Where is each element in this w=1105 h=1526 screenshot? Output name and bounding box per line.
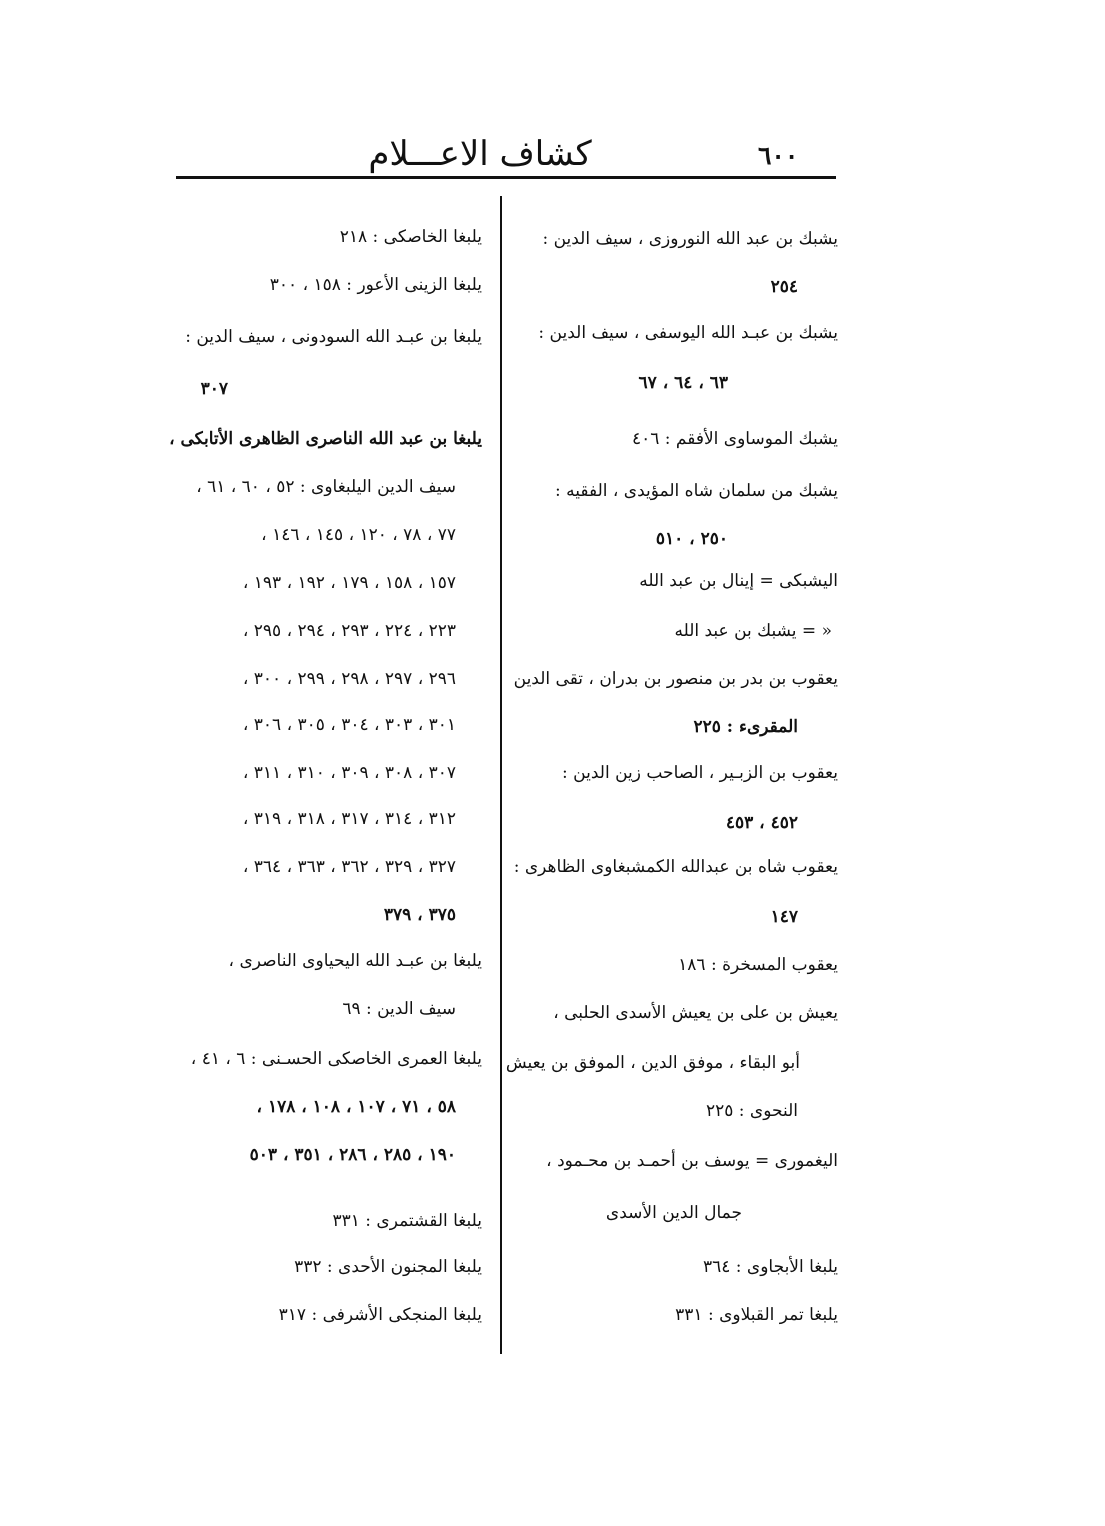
index-line: يلبغا المنجكى الأشرفى : ٣١٧ <box>278 1305 482 1325</box>
index-line: يلبغا الزينى الأعور : ١٥٨ ، ٣٠٠ <box>269 275 482 295</box>
index-line: اليغمورى = يوسف بن أحمـد بن محـمود ، <box>546 1151 838 1171</box>
index-line: يلبغا بن عبد الله الناصرى الظاهرى الأتابكى ، <box>169 429 482 449</box>
index-line: يلبغا تمر القبلاوى : ٣٣١ <box>675 1305 838 1325</box>
index-line: جمال الدين الأسدى <box>605 1203 742 1223</box>
index-line: ٣٢٧ ، ٣٢٩ ، ٣٦٢ ، ٣٦٣ ، ٣٦٤ ، <box>242 857 456 877</box>
index-line: يعقوب بن بدر بن منصور بن بدران ، تقى الدين <box>513 669 838 689</box>
index-line: ١٤٧ <box>770 907 798 927</box>
running-head: كشاف الاعـــلام <box>368 134 592 174</box>
column-divider <box>500 196 502 1354</box>
index-line: ٥٨ ، ٧١ ، ١٠٧ ، ١٠٨ ، ١٧٨ ، <box>256 1097 456 1117</box>
index-line: ٣٠٧ ، ٣٠٨ ، ٣٠٩ ، ٣١٠ ، ٣١١ ، <box>242 763 456 783</box>
index-line: يعقوب بن الزبـير ، الصاحب زين الدين : <box>562 763 838 783</box>
index-line: المقرىء : ٢٢٥ <box>693 717 798 737</box>
index-line: يلبغا الأبجاوى : ٣٦٤ <box>702 1257 838 1277</box>
index-line: سيف الدين اليلبغاوى : ٥٢ ، ٦٠ ، ٦١ ، <box>196 477 456 497</box>
index-line: أبو البقاء ، موفق الدين ، الموفق بن يعيش <box>505 1053 800 1073</box>
index-line: يلبغا بن عبـد الله السودونى ، سيف الدين : <box>185 327 482 347</box>
index-line: يلبغا بن عبـد الله اليحياوى الناصرى ، <box>228 951 482 971</box>
index-line: يعيش بن على بن يعيش الأسدى الحلبى ، <box>553 1003 838 1023</box>
index-line: يلبغا المجنون الأحدى : ٣٣٢ <box>294 1257 482 1277</box>
index-line: يلبغا الخاصكى : ٢١٨ <box>339 227 482 247</box>
index-line: ٣١٢ ، ٣١٤ ، ٣١٧ ، ٣١٨ ، ٣١٩ ، <box>242 809 456 829</box>
index-line: ٢٩٦ ، ٢٩٧ ، ٢٩٨ ، ٢٩٩ ، ٣٠٠ ، <box>242 669 456 689</box>
index-line: ٢٥٠ ، ٥١٠ <box>655 529 728 549</box>
index-line: يشبك بن عبد الله النوروزى ، سيف الدين : <box>542 229 838 249</box>
index-line: « = يشبك بن عبد الله <box>674 621 832 641</box>
header-rule <box>176 176 836 179</box>
index-line: ٣٠٧ <box>200 379 228 399</box>
index-line: يعقوب المسخرة : ١٨٦ <box>678 955 838 975</box>
index-line: ٣٧٥ ، ٣٧٩ <box>383 905 456 925</box>
index-line: ٣٠١ ، ٣٠٣ ، ٣٠٤ ، ٣٠٥ ، ٣٠٦ ، <box>242 715 456 735</box>
index-line: يشبك من سلمان شاه المؤيدى ، الفقيه : <box>555 481 838 501</box>
index-line: النحوى : ٢٢٥ <box>705 1101 798 1121</box>
index-line: اليشبكى = إينال بن عبد الله <box>639 571 838 591</box>
index-line: ٦٣ ، ٦٤ ، ٦٧ <box>638 373 728 393</box>
index-line: ٤٥٢ ، ٤٥٣ <box>725 813 798 833</box>
index-line: يشبك الموساوى الأفقم : ٤٠٦ <box>631 429 838 449</box>
index-line: ٧٧ ، ٧٨ ، ١٢٠ ، ١٤٥ ، ١٤٦ ، <box>261 525 456 545</box>
index-line: يلبغا العمرى الخاصكى الحسـنى : ٦ ، ٤١ ، <box>190 1049 482 1069</box>
index-line: ٢٢٣ ، ٢٢٤ ، ٢٩٣ ، ٢٩٤ ، ٢٩٥ ، <box>242 621 456 641</box>
index-line: ١٥٧ ، ١٥٨ ، ١٧٩ ، ١٩٢ ، ١٩٣ ، <box>242 573 456 593</box>
page-number: ٦٠٠ <box>758 141 799 170</box>
index-line: سيف الدين : ٦٩ <box>342 999 456 1019</box>
index-line: ١٩٠ ، ٢٨٥ ، ٢٨٦ ، ٣٥١ ، ٥٠٣ <box>249 1145 456 1165</box>
index-line: يعقوب شاه بن عبدالله الكمشبغاوى الظاهرى : <box>513 857 838 877</box>
index-line: ٢٥٤ <box>770 277 798 297</box>
index-line: يشبك بن عبـد الله اليوسفى ، سيف الدين : <box>538 323 838 343</box>
index-line: يلبغا القشتمرى : ٣٣١ <box>332 1211 482 1231</box>
